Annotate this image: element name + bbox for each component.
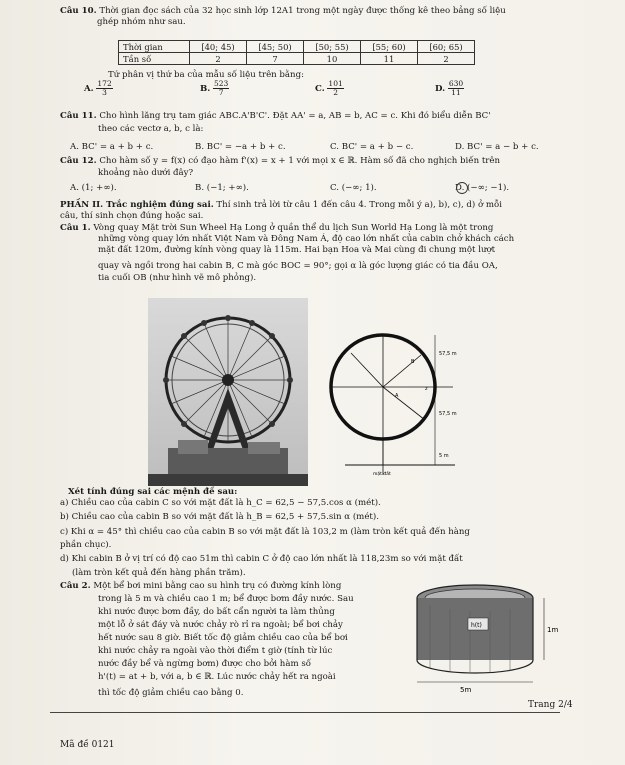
- q11-line1: Câu 11. Cho hình lăng trụ tam giác ABC.A'B'C'. Đặt AA' = a, AB = b, AC = c. Khi đó biểu diễn BC': [60, 111, 491, 121]
- exam-code: Mã đề 0121: [60, 740, 115, 750]
- page-number: Trang 2/4: [528, 700, 573, 710]
- q10-option-c[interactable]: C. $\frac{101}{2}$: [315, 79, 343, 97]
- q11-option-b[interactable]: B. BC' = −a + b + c.: [195, 142, 286, 152]
- table-cell: [50; 55): [304, 41, 361, 53]
- statement-c[interactable]: c) Khi α = 45° thì chiều cao của cabin B so với mặt đất là 103,2 m (làm tròn kết quả đến hàng: [60, 527, 470, 537]
- table-cell: [45; 50): [247, 41, 304, 53]
- assess-heading: Xét tính đúng sai các mệnh đề sau:: [68, 487, 238, 497]
- pool-label-diameter: 5m: [460, 686, 472, 694]
- table-cell: [55; 60): [361, 41, 418, 53]
- statement-c-cont: phần chục).: [60, 540, 112, 550]
- c1-line0: Câu 1. Vòng quay Mặt trời Sun Wheel Hạ Long ở quần thể du lịch Sun World Hạ Long là một trong: [60, 223, 494, 233]
- q12-option-a[interactable]: A. (1; +∞).: [70, 183, 117, 193]
- table-cell: [40; 45): [190, 41, 247, 53]
- q10-option-a[interactable]: A. $\frac{172}{3}$: [84, 79, 112, 97]
- c2-line0: Câu 2. Một bể bơi mini bằng cao su hình trụ có đường kính lòng: [60, 581, 342, 591]
- q11-line2: theo các vectơ a, b, c là:: [98, 124, 204, 134]
- c2-line3: một lỗ ở sát đáy và nước chảy rò rỉ ra ngoài; bể bơi chảy: [98, 620, 343, 630]
- q12-line2: khoảng nào dưới đây?: [98, 168, 194, 178]
- table-cell: [60; 65): [418, 41, 475, 53]
- label-top-height: 57,5 m: [439, 351, 457, 357]
- table-cell: 2: [190, 53, 247, 65]
- q10-option-b[interactable]: B. $\frac{523}{7}$: [200, 79, 229, 97]
- pool-label-height: 1m: [547, 626, 559, 634]
- pool-label-ht: h(t): [471, 622, 482, 629]
- c2-line6: nước đầy bể và ngừng bơm) được cho bởi hàm số: [98, 659, 311, 669]
- label-point-a: A: [395, 393, 399, 399]
- pool-illustration: [410, 580, 560, 695]
- c2-line5: khi nước chảy ra ngoài vào thời điểm t giờ (tính từ lúc: [98, 646, 333, 656]
- c2-line2: khi nước được bơm đầy, do bất cẩn người ta làm thủng: [98, 607, 335, 617]
- label-ground: mặt đất: [373, 472, 391, 477]
- q10-line2: ghép nhóm như sau.: [97, 17, 186, 27]
- footer-divider: [50, 712, 560, 713]
- c1-line2: mặt đất 120m, đường kính vòng quay là 115m. Hai bạn Hoa và Mai cùng đi chung một lượt: [98, 245, 496, 255]
- q11-option-d[interactable]: D. BC' = a − b + c.: [455, 142, 539, 152]
- q11-option-a[interactable]: A. BC' = a + b + c.: [70, 142, 154, 152]
- table-cell: 7: [247, 53, 304, 65]
- table-cell: 10: [304, 53, 361, 65]
- circled-answer-mark: [455, 181, 469, 195]
- wheel-diagram: [325, 315, 465, 490]
- table-header-time: Thời gian: [119, 41, 190, 53]
- part2-heading: PHẦN II. Trắc nghiệm đúng sai. Thí sinh trả lời từ câu 1 đến câu 4. Trong mỗi ý a), b), c), d) ở mỗi: [60, 200, 503, 210]
- c2-line4: hết nước sau 8 giờ. Biết tốc độ giảm chiều cao của bể bơi: [98, 633, 348, 643]
- c1-line4: tia cuối OB (như hình vẽ mô phỏng).: [98, 273, 257, 283]
- q10-line3: Tứ phân vị thứ ba của mẫu số liệu trên bằng:: [108, 70, 304, 80]
- q12-option-c[interactable]: C. (−∞; 1).: [330, 183, 377, 193]
- c2-line1: trong là 5 m và chiều cao 1 m; bể được bơm đầy nước. Sau: [98, 594, 354, 604]
- frequency-table: [118, 40, 475, 65]
- label-low-height: 5 m: [439, 453, 449, 459]
- q11-option-c[interactable]: C. BC' = a + b − c.: [330, 142, 414, 152]
- c1-line3: quay và ngồi trong hai cabin B, C mà góc BOC = 90°; gọi α là góc lượng giác có tia đầu OA,: [98, 261, 498, 271]
- q12-option-b[interactable]: B. (−1; +∞).: [195, 183, 249, 193]
- label-point-b: B: [411, 359, 415, 365]
- q12-option-d[interactable]: D. (−∞; −1).: [455, 183, 510, 193]
- c1-line1: những vòng quay lớn nhất Việt Nam và Đông Nam Á, độ cao lớn nhất của cabin chở khách cách: [98, 234, 515, 244]
- statement-d-cont: (làm tròn kết quả đến hàng phần trăm).: [72, 568, 246, 578]
- c2-line7: h'(t) = at + b, với a, b ∈ ℝ. Lúc nước chảy hết ra ngoài: [98, 672, 336, 682]
- statement-d[interactable]: d) Khi cabin B ở vị trí có độ cao 51m thì cabin C ở độ cao lớn nhất là 118,23m so với mặt đất: [60, 554, 463, 564]
- c2-line8: thì tốc độ giảm chiều cao bằng 0.: [98, 688, 244, 698]
- q10-line1: Câu 10. Thời gian đọc sách của 32 học sinh lớp 12A1 trong một ngày được thống kê theo bảng số liệu: [60, 6, 506, 16]
- statement-b[interactable]: b) Chiều cao của cabin B so với mặt đất là h_B = 62,5 + 57,5.sin α (mét).: [60, 512, 379, 522]
- q10-option-d[interactable]: D. $\frac{630}{11}$: [435, 79, 464, 97]
- q12-line1: Câu 12. Cho hàm số y = f(x) có đạo hàm f'(x) = x + 1 với mọi x ∈ ℝ. Hàm số đã cho nghịch biến trên: [60, 156, 501, 166]
- label-mid-height: 57,5 m: [439, 411, 457, 417]
- part2-heading2: câu, thí sinh chọn đúng hoặc sai.: [60, 211, 204, 221]
- statement-a[interactable]: a) Chiều cao của cabin C so với mặt đất là h_C = 62,5 − 57,5.cos α (mét).: [60, 498, 381, 508]
- ferris-wheel-photo: [148, 298, 308, 486]
- table-cell: 11: [361, 53, 418, 65]
- table-cell: 2: [418, 53, 475, 65]
- table-header-freq: Tần số: [119, 53, 190, 65]
- label-point-z: z: [425, 386, 428, 392]
